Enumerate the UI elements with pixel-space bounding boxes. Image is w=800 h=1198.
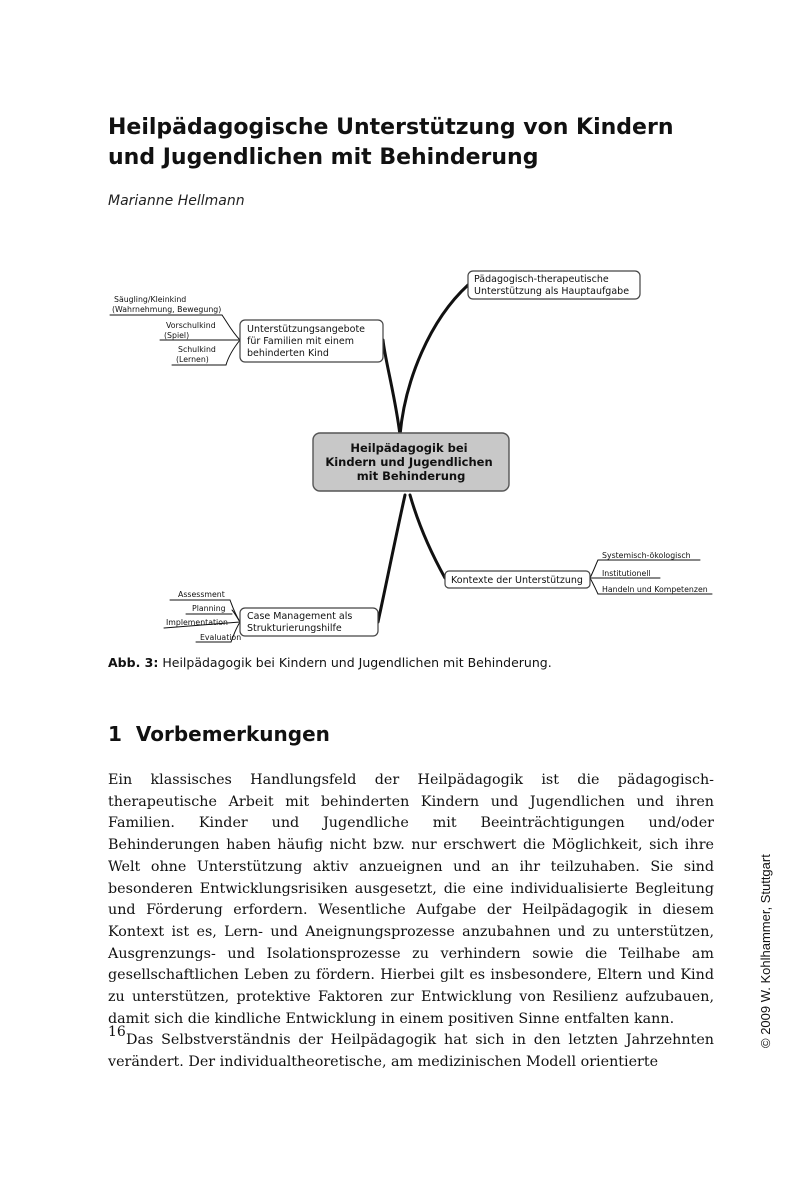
section-number: 1: [108, 722, 122, 746]
article-title: Heilpädagogische Unterstützung von Kindern und Jugendlichen mit Behinderung: [108, 115, 674, 170]
article-author: Marianne Hellmann: [108, 193, 245, 209]
section-heading: [108, 722, 330, 746]
copyright-notice: © 2009 W. Kohlhammer, Stuttgart: [758, 854, 773, 1048]
branch-label-context: Kontexte der Unterstützung: [451, 575, 583, 586]
spoke-bottom-left: [378, 495, 405, 622]
page-number: 16: [108, 1024, 126, 1040]
subitem-planning: Planning: [192, 604, 226, 613]
figure-caption-label: Abb. 3:: [108, 655, 159, 670]
branch-label-case-management: Case Management als Strukturierungshilfe: [247, 611, 353, 634]
center-node-label: Heilpädagogik bei Kindern und Jugendlichen mit Behinderung: [325, 441, 493, 483]
subitem-assessment: Assessment: [178, 590, 225, 599]
subitem-preschool: Vorschulkind (Spiel): [164, 321, 216, 340]
subitem-schoolchild: Schulkind (Lernen): [176, 345, 216, 364]
paragraph: Ein klassisches Handlungsfeld der Heilpädagogik ist die pädagogisch-therapeutische Arbeit mit behinderten Kindern und Jugendlichen und ihren Familien. Kinder und Jugendliche mit Beeinträchtigungen und/oder Behinderungen haben häufig nicht bzw. nur erschwert die Möglichkeit, sich ihre Welt ohne Unterstützung aktiv anzueignen und an ihr teilzuhaben. Sie sind besonderen Entwicklungsrisiken ausgesetzt, die eine individualisierte Begleitung und Förderung erfordern. Wesentliche Aufgabe der Heilpädagogik in diesem Kontext ist es, Lern- und Aneignungsprozesse anzubahnen und zu unterstützen, Ausgrenzungs- und Isolationsprozesse zu verhindern sowie die Teilhabe am gesellschaftlichen Leben zu fördern. Hierbei gilt es insbesondere, Eltern und Kind zu unterstützen, protektive Faktoren zur Entwicklung von Resilienz aufzubauen, damit sich die kindliche Entwicklung in einem positiven Sinne entfalten kann.: [108, 772, 714, 1027]
spoke-bottom-right: [410, 495, 445, 578]
subitem-infant: Säugling/Kleinkind (Wahrnehmung, Bewegung): [112, 295, 222, 314]
subitem-systemic: Systemisch-ökologisch: [602, 551, 691, 560]
spoke-top-right: [400, 285, 468, 435]
mindmap-figure: [100, 260, 720, 645]
subitem-institutional: Institutionell: [602, 569, 651, 578]
branch-label-therapy: Pädagogisch-therapeutische Unterstützung als Hauptaufgabe: [474, 274, 630, 297]
body-text: [108, 770, 714, 1074]
subitem-implementation: Implementation: [166, 618, 228, 627]
spoke-top-left: [383, 340, 400, 435]
subitem-evaluation: Evaluation: [200, 633, 242, 642]
figure-caption-text: Heilpädagogik bei Kindern und Jugendlichen mit Behinderung.: [162, 655, 552, 670]
subitem-action-competence: Handeln und Kompetenzen: [602, 585, 708, 594]
paragraph: Das Selbstverständnis der Heilpädagogik hat sich in den letzten Jahrzehnten verändert. Der individualtheoretische, am medizinischen Modell orientierte: [108, 1032, 714, 1071]
figure-caption: [108, 655, 552, 670]
branch-label-family: Unterstützungsangebote für Familien mit einem behinderten Kind: [247, 324, 366, 359]
section-title: Vorbemerkungen: [135, 722, 330, 746]
